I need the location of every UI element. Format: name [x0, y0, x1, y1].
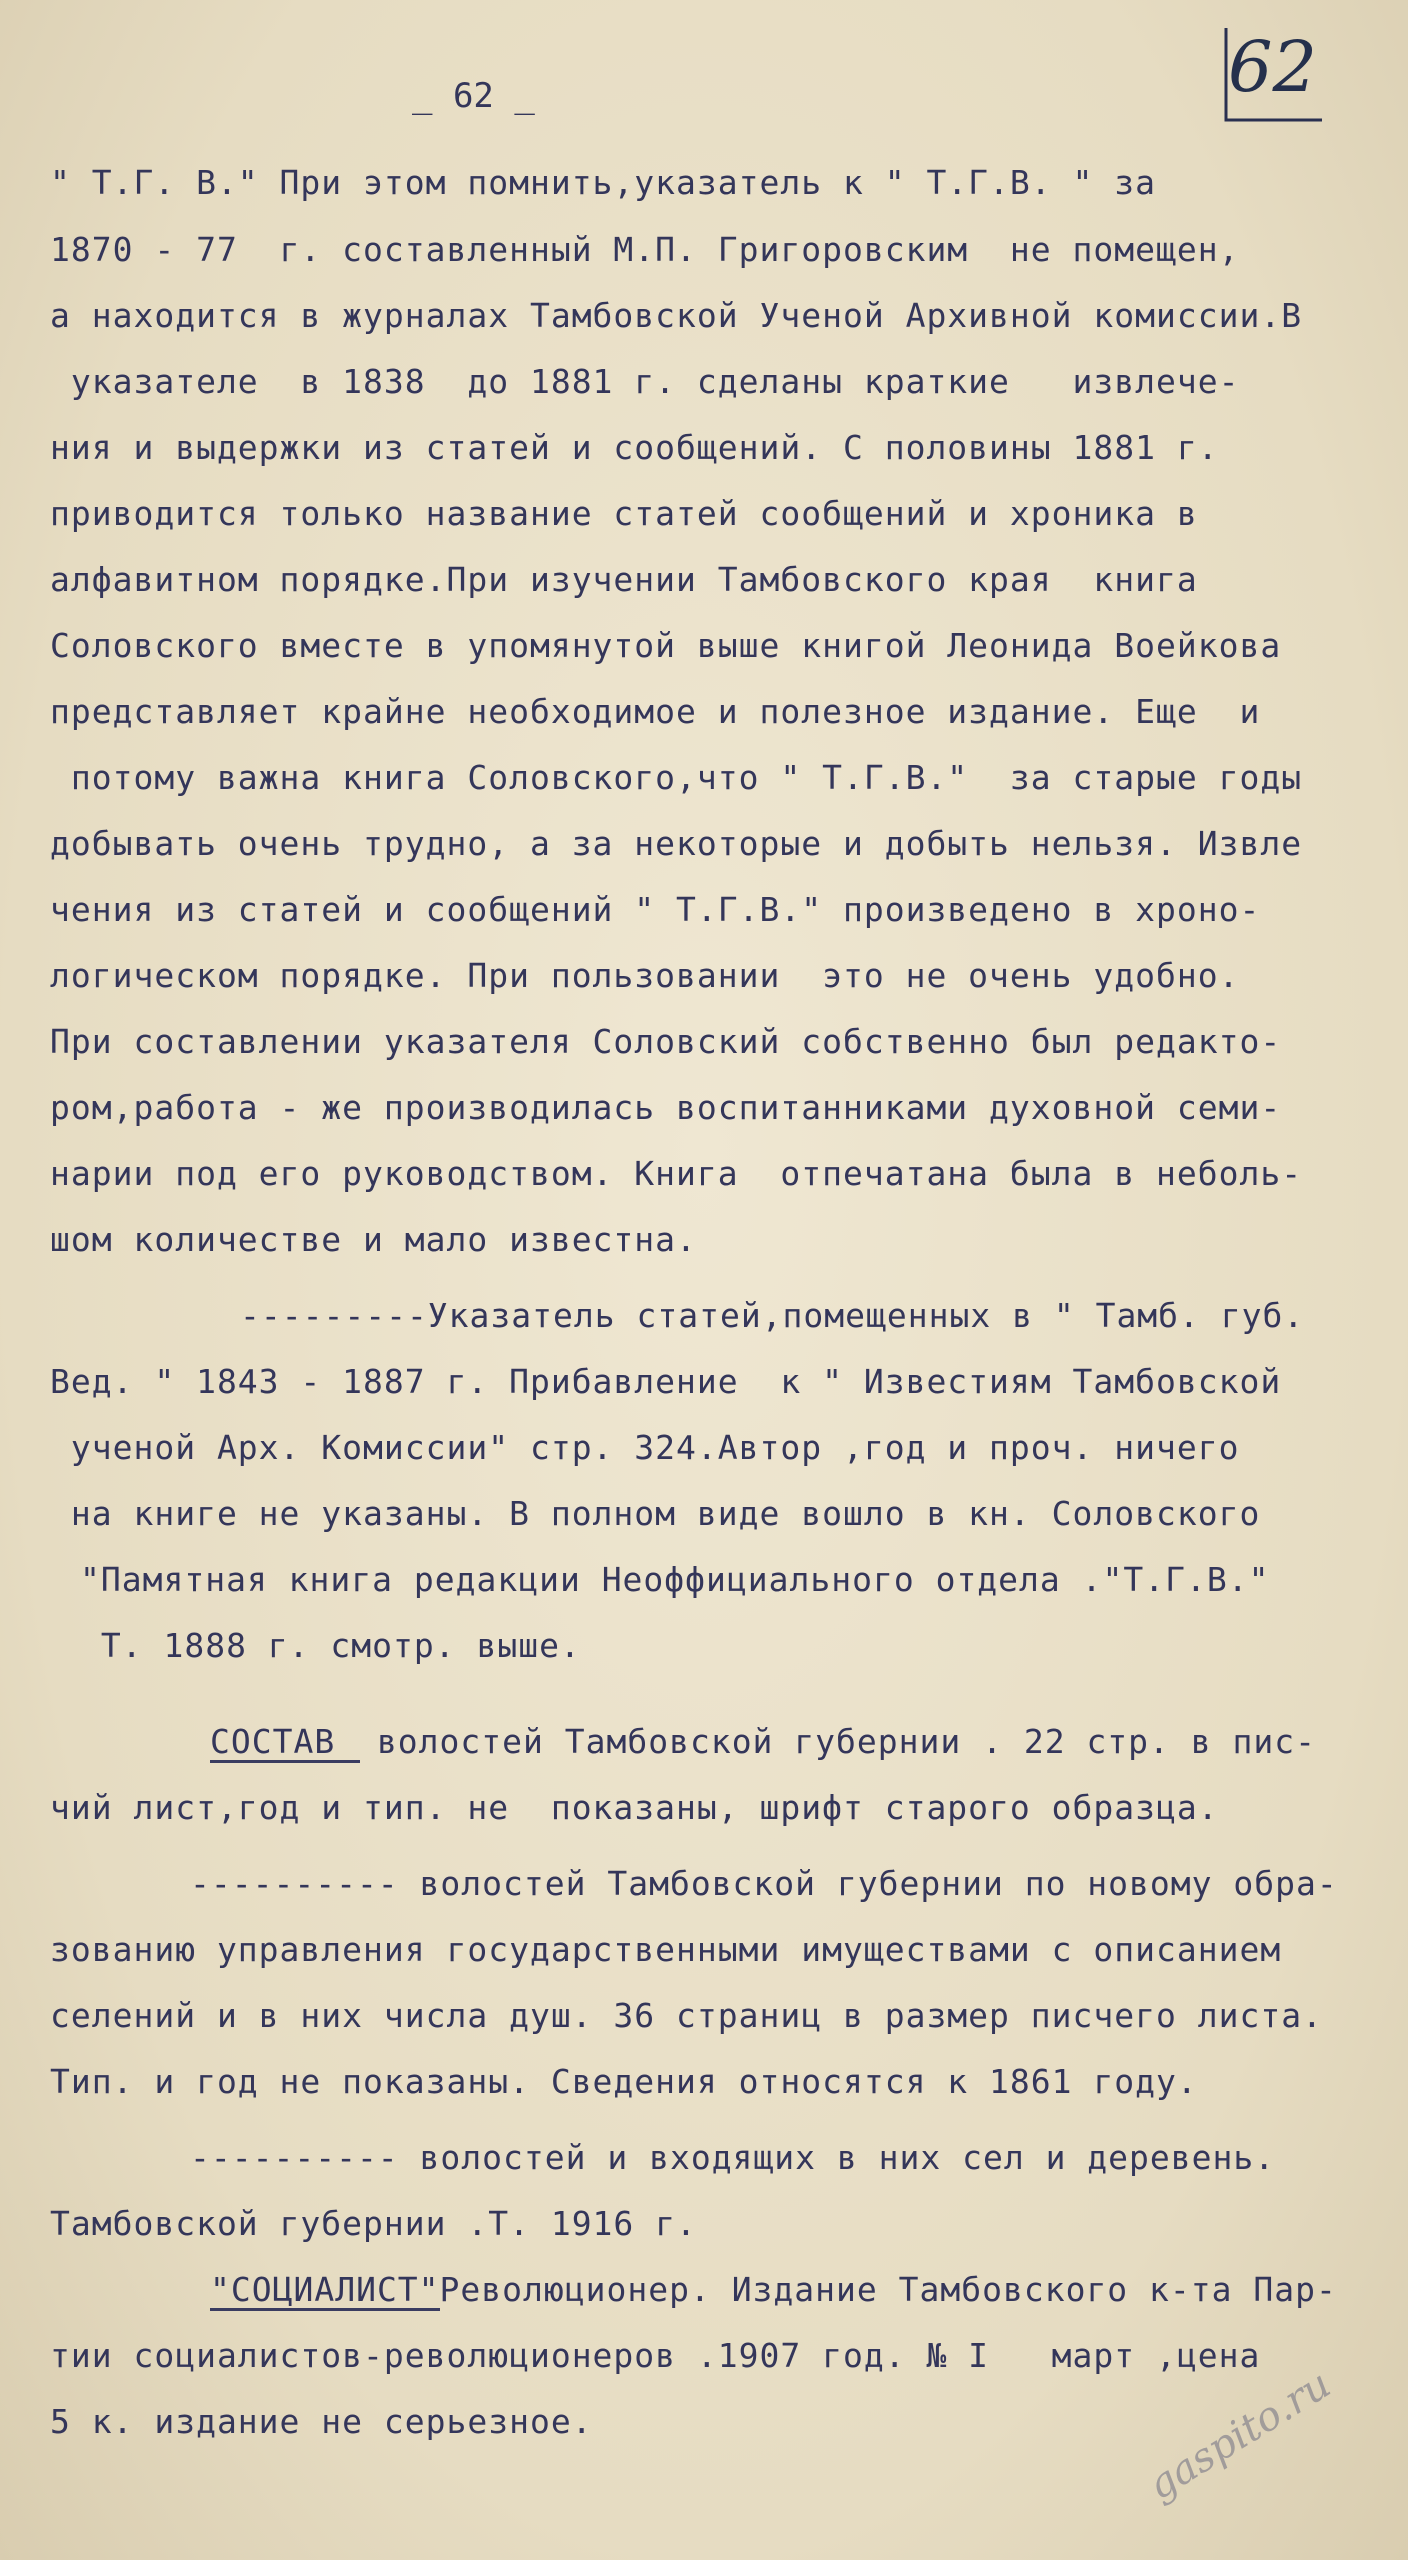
text-line: ---------- волостей и входящих в них сел и деревень.: [190, 2138, 1276, 2177]
text-line: ---------Указатель статей,помещенных в " Тамб. губ.: [240, 1296, 1305, 1335]
text-line: " Т.Г. В." При этом помнить,указатель к " Т.Г.В. " за: [50, 163, 1156, 202]
text-line: ния и выдержки из статей и сообщений. С половины 1881 г.: [50, 428, 1219, 467]
heading-underline-sostav: [210, 1760, 360, 1763]
text-line: Тамбовской губернии .Т. 1916 г.: [50, 2204, 697, 2243]
text-line: "СОЦИАЛИСТ"Революционер. Издание Тамбовского к-та Пар-: [210, 2270, 1337, 2309]
text-line: Т. 1888 г. смотр. выше.: [80, 1626, 581, 1665]
text-line: а находится в журналах Тамбовской Ученой Архивной комиссии.В: [50, 296, 1303, 335]
text-line: При составлении указателя Соловский собственно был редакто-: [50, 1022, 1282, 1061]
text-line: потому важна книга Соловского,что " Т.Г.В." за старые годы: [50, 758, 1303, 797]
text-line: 5 к. издание не серьезное.: [50, 2402, 593, 2441]
text-line: СОСТАВ волостей Тамбовской губернии . 22 стр. в пис-: [210, 1722, 1316, 1761]
text-line: Тип. и год не показаны. Сведения относятся к 1861 году.: [50, 2062, 1198, 2101]
text-line: Соловского вместе в упомянутой выше книгой Леонида Воейкова: [50, 626, 1282, 665]
heading-underline-socialist: [210, 2308, 440, 2311]
text-line: указателе в 1838 до 1881 г. сделаны краткие извлече-: [50, 362, 1240, 401]
text-line: логическом порядке. При пользовании это не очень удобно.: [50, 956, 1240, 995]
text-line: ученой Арх. Комиссии" стр. 324.Автор ,год и проч. ничего: [50, 1428, 1240, 1467]
text-line: чения из статей и сообщений " Т.Г.В." произведено в хроно-: [50, 890, 1261, 929]
text-line: шом количестве и мало известна.: [50, 1220, 697, 1259]
archive-page-stamp: [1222, 20, 1330, 130]
text-line: чий лист,год и тип. не показаны, шрифт старого образца.: [50, 1788, 1219, 1827]
text-line: ром,работа - же производилась воспитанниками духовной семи-: [50, 1088, 1282, 1127]
watermark: gaspito.ru: [1140, 2361, 1339, 2510]
text-line: приводится только название статей сообщений и хроника в: [50, 494, 1198, 533]
text-line: 1870 - 77 г. составленный М.П. Григоровским не помещен,: [50, 230, 1240, 269]
text-line: "Памятная книга редакции Неоффициального отдела ."Т.Г.В.": [80, 1560, 1270, 1599]
text-line: Вед. " 1843 - 1887 г. Прибавление к " Известиям Тамбовской: [50, 1362, 1282, 1401]
text-line: ---------- волостей Тамбовской губернии по новому обра-: [190, 1864, 1338, 1903]
text-line: алфавитном порядке.При изучении Тамбовского края книга: [50, 560, 1198, 599]
page-number: _ 62 _: [412, 76, 535, 116]
text-line: зованию управления государственными имуществами с описанием: [50, 1930, 1282, 1969]
text-line: добывать очень трудно, а за некоторые и добыть нельзя. Извле: [50, 824, 1303, 863]
text-line: селений и в них числа душ. 36 страниц в размер писчего листа.: [50, 1996, 1323, 2035]
text-line: нарии под его руководством. Книга отпечатана была в неболь-: [50, 1154, 1303, 1193]
text-line: тии социалистов-революционеров .1907 год. № I март ,цена: [50, 2336, 1261, 2375]
text-line: на книге не указаны. В полном виде вошло в кн. Соловского: [50, 1494, 1261, 1533]
text-line: представляет крайне необходимое и полезное издание. Еще и: [50, 692, 1261, 731]
archive-page-number: 62: [1228, 26, 1318, 108]
